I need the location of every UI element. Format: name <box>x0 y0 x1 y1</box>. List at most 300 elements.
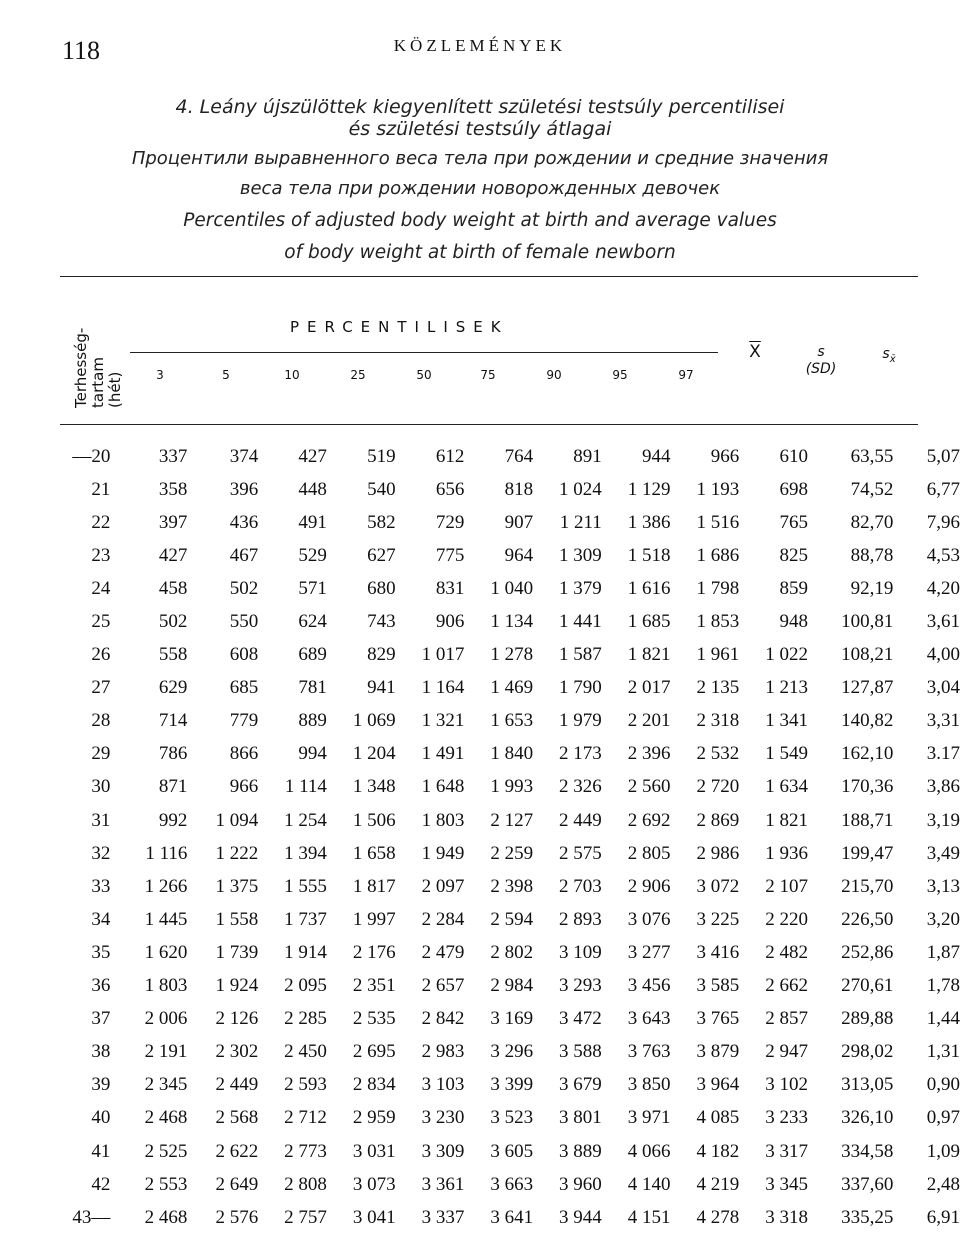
p75-cell: 3 169 <box>490 1008 534 1030</box>
p25-cell: 1 817 <box>352 875 396 897</box>
gestation-week-cell: 32 <box>91 842 111 864</box>
p10-cell: 1 737 <box>284 908 327 930</box>
p75-cell: 3 399 <box>490 1074 534 1096</box>
sd-cell: 88,78 <box>850 544 894 566</box>
sd-cell: 74,52 <box>850 478 894 500</box>
p95-cell: 2 201 <box>627 710 671 732</box>
p75-cell: 1 040 <box>490 577 534 599</box>
p90-cell: 3 472 <box>559 1008 602 1030</box>
p50-cell: 729 <box>435 511 465 533</box>
gestation-week-cell: 41 <box>91 1140 111 1162</box>
percentile-column-header: 90 <box>546 368 562 382</box>
p90-cell: 1 379 <box>559 577 602 599</box>
p75-cell: 3 641 <box>490 1206 534 1228</box>
gestation-week-cell: 34 <box>91 908 111 930</box>
p97-cell: 3 765 <box>696 1008 740 1030</box>
table-header-rule <box>60 424 918 425</box>
gestation-week-cell: —20 <box>72 445 111 467</box>
p5-cell: 2 622 <box>215 1140 259 1162</box>
p3-cell: 871 <box>158 776 188 798</box>
se-cell: 5,07 <box>926 445 960 467</box>
p90-cell: 3 944 <box>559 1206 602 1228</box>
sd-cell: 82,70 <box>850 511 894 533</box>
p25-cell: 1 658 <box>352 842 396 864</box>
p75-cell: 1 134 <box>490 611 534 633</box>
mean-cell: 825 <box>779 544 808 566</box>
table-row <box>0 539 960 572</box>
p5-cell: 1 222 <box>215 842 259 864</box>
sd-cell: 335,25 <box>841 1206 894 1228</box>
p97-cell: 2 532 <box>696 743 740 765</box>
gestation-week-cell: 22 <box>91 511 111 533</box>
gestation-week-cell: 36 <box>91 975 111 997</box>
p97-cell: 3 585 <box>696 975 740 997</box>
p97-cell: 2 986 <box>696 842 740 864</box>
table-row <box>0 936 960 969</box>
p50-cell: 3 103 <box>421 1074 465 1096</box>
p95-cell: 1 616 <box>627 577 671 599</box>
p50-cell: 1 164 <box>421 677 465 699</box>
mean-cell: 765 <box>779 511 808 533</box>
p5-cell: 2 649 <box>215 1173 259 1195</box>
p25-cell: 582 <box>367 511 396 533</box>
title-russian-line-1: Процентили выравненного веса тела при рождении и средние значения <box>131 148 829 169</box>
p95-cell: 3 850 <box>627 1074 671 1096</box>
p90-cell: 3 801 <box>559 1107 602 1129</box>
p95-cell: 2 560 <box>627 776 671 798</box>
p25-cell: 2 176 <box>352 941 396 963</box>
mean-cell: 1 341 <box>765 710 808 732</box>
p75-cell: 964 <box>504 544 534 566</box>
mean-cell: 1 821 <box>765 809 808 831</box>
table-row <box>0 837 960 870</box>
mean-cell: 948 <box>779 611 808 633</box>
p50-cell: 1 648 <box>421 776 465 798</box>
p75-cell: 3 296 <box>490 1041 534 1063</box>
p10-cell: 994 <box>298 743 327 765</box>
p95-cell: 4 140 <box>627 1173 671 1195</box>
p90-cell: 2 703 <box>559 875 602 897</box>
mean-cell: 2 482 <box>765 941 808 963</box>
p25-cell: 627 <box>367 544 396 566</box>
p5-cell: 2 126 <box>215 1008 259 1030</box>
p95-cell: 3 456 <box>627 975 671 997</box>
p5-cell: 550 <box>229 611 259 633</box>
p95-cell: 2 805 <box>627 842 671 864</box>
se-cell: 1,87 <box>926 941 960 963</box>
se-cell: 3,86 <box>926 776 960 798</box>
p5-cell: 1 558 <box>215 908 259 930</box>
p10-cell: 2 285 <box>284 1008 327 1030</box>
p10-cell: 889 <box>298 710 327 732</box>
p95-cell: 3 076 <box>627 908 671 930</box>
p75-cell: 2 259 <box>490 842 534 864</box>
mean-cell: 2 947 <box>765 1041 808 1063</box>
se-cell: 6,77 <box>926 478 960 500</box>
p3-cell: 1 445 <box>144 908 188 930</box>
se-header-symbol: s <box>882 346 890 362</box>
p5-cell: 866 <box>229 743 259 765</box>
mean-cell: 2 662 <box>765 975 808 997</box>
p97-cell: 2 135 <box>696 677 740 699</box>
p25-cell: 743 <box>367 611 396 633</box>
p3-cell: 1 620 <box>144 941 188 963</box>
p90-cell: 2 173 <box>559 743 602 765</box>
se-cell: 4,53 <box>926 544 960 566</box>
mean-cell: 610 <box>779 445 808 467</box>
p3-cell: 2 468 <box>144 1206 188 1228</box>
p97-cell: 1 853 <box>696 611 740 633</box>
mean-cell: 3 345 <box>765 1173 808 1195</box>
gestation-week-cell: 33 <box>91 875 111 897</box>
p50-cell: 906 <box>435 611 465 633</box>
table-row <box>0 1102 960 1135</box>
p3-cell: 558 <box>158 644 188 666</box>
p75-cell: 1 469 <box>490 677 534 699</box>
p25-cell: 2 959 <box>352 1107 396 1129</box>
p10-cell: 1 114 <box>284 776 327 798</box>
p25-cell: 680 <box>367 577 396 599</box>
table-row <box>0 1135 960 1168</box>
sd-cell: 337,60 <box>841 1173 894 1195</box>
gestation-week-cell: 42 <box>91 1173 111 1195</box>
p95-cell: 2 396 <box>627 743 671 765</box>
table-row <box>0 738 960 771</box>
p3-cell: 337 <box>158 445 188 467</box>
p90-cell: 3 960 <box>559 1173 602 1195</box>
percentile-column-header: 97 <box>678 368 694 382</box>
se-cell: 1,31 <box>926 1041 960 1063</box>
p25-cell: 829 <box>367 644 396 666</box>
table-row <box>0 705 960 738</box>
p90-cell: 3 109 <box>559 941 602 963</box>
p95-cell: 1 129 <box>627 478 671 500</box>
p97-cell: 2 318 <box>696 710 740 732</box>
sd-cell: 270,61 <box>841 975 894 997</box>
gestation-column-header <box>56 296 126 416</box>
p97-cell: 1 686 <box>696 544 740 566</box>
p50-cell: 1 017 <box>421 644 465 666</box>
table-row <box>0 506 960 539</box>
p25-cell: 1 069 <box>352 710 396 732</box>
p3-cell: 502 <box>158 611 188 633</box>
p5-cell: 1 924 <box>215 975 259 997</box>
se-cell: 0,97 <box>926 1107 960 1129</box>
p3-cell: 992 <box>158 809 188 831</box>
percentile-column-header: 5 <box>222 368 230 382</box>
p95-cell: 1 821 <box>627 644 671 666</box>
mean-cell: 2 220 <box>765 908 808 930</box>
sd-header-label: (SD) <box>805 361 837 377</box>
title-russian-line-2: веса тела при рождении новорожденных девочек <box>239 178 721 199</box>
se-cell: 3,49 <box>926 842 960 864</box>
gestation-week-cell: 28 <box>91 710 111 732</box>
sd-cell: 313,05 <box>841 1074 894 1096</box>
p90-cell: 1 979 <box>559 710 602 732</box>
p95-cell: 2 906 <box>627 875 671 897</box>
p3-cell: 2 525 <box>144 1140 188 1162</box>
table-row <box>0 1069 960 1102</box>
p97-cell: 1 961 <box>696 644 740 666</box>
sd-cell: 199,47 <box>841 842 894 864</box>
title-english-line-1: Percentiles of adjusted body weight at birth and average values <box>183 210 777 231</box>
p75-cell: 764 <box>504 445 534 467</box>
se-cell: 4,20 <box>926 577 960 599</box>
p97-cell: 2 720 <box>696 776 740 798</box>
p10-cell: 529 <box>298 544 327 566</box>
p97-cell: 1 798 <box>696 577 740 599</box>
percentile-column-header: 75 <box>480 368 496 382</box>
p90-cell: 3 679 <box>559 1074 602 1096</box>
gestation-week-cell: 40 <box>91 1107 111 1129</box>
p5-cell: 2 576 <box>215 1206 259 1228</box>
p75-cell: 3 663 <box>490 1173 534 1195</box>
p10-cell: 2 450 <box>284 1041 327 1063</box>
se-cell: 3,13 <box>926 875 960 897</box>
p5-cell: 608 <box>229 644 259 666</box>
percentile-column-header: 50 <box>416 368 432 382</box>
table-row <box>0 1003 960 1036</box>
percentile-group-header: PERCENTILISEK <box>290 318 509 336</box>
gestation-week-cell: 43— <box>72 1206 111 1228</box>
p50-cell: 612 <box>435 445 465 467</box>
p75-cell: 3 523 <box>490 1107 534 1129</box>
p95-cell: 1 386 <box>627 511 671 533</box>
mean-cell: 2 857 <box>765 1008 808 1030</box>
mean-cell: 859 <box>779 577 808 599</box>
p25-cell: 3 041 <box>352 1206 396 1228</box>
sd-cell: 170,36 <box>841 776 894 798</box>
gestation-week-cell: 21 <box>91 478 111 500</box>
p95-cell: 3 277 <box>627 941 671 963</box>
p5-cell: 502 <box>229 577 259 599</box>
p50-cell: 2 097 <box>421 875 465 897</box>
mean-cell: 3 233 <box>765 1107 808 1129</box>
p3-cell: 2 006 <box>144 1008 188 1030</box>
p75-cell: 3 605 <box>490 1140 534 1162</box>
table-row <box>0 903 960 936</box>
p10-cell: 2 095 <box>284 975 327 997</box>
p10-cell: 1 394 <box>284 842 327 864</box>
table-row <box>0 1168 960 1201</box>
p25-cell: 3 031 <box>352 1140 396 1162</box>
p50-cell: 3 309 <box>421 1140 465 1162</box>
p3-cell: 1 803 <box>144 975 188 997</box>
p75-cell: 818 <box>504 478 534 500</box>
p5-cell: 2 302 <box>215 1041 259 1063</box>
percentile-column-header: 25 <box>350 368 366 382</box>
table-row <box>0 804 960 837</box>
p90-cell: 1 587 <box>559 644 602 666</box>
p3-cell: 358 <box>158 478 188 500</box>
p95-cell: 1 518 <box>627 544 671 566</box>
mean-cell: 1 022 <box>765 644 808 666</box>
p50-cell: 656 <box>435 478 465 500</box>
p3-cell: 629 <box>158 677 188 699</box>
gestation-week-cell: 25 <box>91 611 111 633</box>
p97-cell: 3 416 <box>696 941 740 963</box>
p25-cell: 2 834 <box>352 1074 396 1096</box>
p75-cell: 1 653 <box>490 710 534 732</box>
p10-cell: 1 254 <box>284 809 327 831</box>
sd-cell: 215,70 <box>841 875 894 897</box>
mean-cell: 698 <box>779 478 808 500</box>
p90-cell: 1 441 <box>559 611 602 633</box>
percentile-column-header: 10 <box>284 368 300 382</box>
sd-cell: 334,58 <box>841 1140 894 1162</box>
p25-cell: 1 204 <box>352 743 396 765</box>
p3-cell: 786 <box>158 743 188 765</box>
p3-cell: 458 <box>158 577 188 599</box>
se-cell: 3,04 <box>926 677 960 699</box>
sd-cell: 326,10 <box>841 1107 894 1129</box>
p90-cell: 3 889 <box>559 1140 602 1162</box>
p5-cell: 1 739 <box>215 941 259 963</box>
table-row <box>0 572 960 605</box>
p95-cell: 944 <box>642 445 671 467</box>
gestation-week-cell: 30 <box>91 776 111 798</box>
table-row <box>0 970 960 1003</box>
p90-cell: 3 588 <box>559 1041 602 1063</box>
p75-cell: 2 127 <box>490 809 534 831</box>
title-english-line-2: of body weight at birth of female newborn <box>284 242 676 263</box>
se-header-subscript: x̄ <box>889 353 896 365</box>
percentile-column-header: 95 <box>612 368 628 382</box>
gestation-week-cell: 37 <box>91 1008 111 1030</box>
p5-cell: 1 094 <box>215 809 259 831</box>
p25-cell: 1 997 <box>352 908 396 930</box>
sd-header-symbol: s <box>817 344 825 360</box>
se-cell: 1,09 <box>926 1140 960 1162</box>
p10-cell: 2 773 <box>284 1140 327 1162</box>
p3-cell: 1 266 <box>144 875 188 897</box>
sd-cell: 298,02 <box>841 1041 894 1063</box>
gestation-header-line-3: (hét) <box>106 371 124 408</box>
se-column-header <box>872 346 906 365</box>
p10-cell: 427 <box>298 445 327 467</box>
p10-cell: 2 712 <box>284 1107 327 1129</box>
gestation-header-line-1: Terhesség- <box>72 327 90 408</box>
p10-cell: 2 757 <box>284 1206 327 1228</box>
sd-cell: 140,82 <box>841 710 894 732</box>
p5-cell: 467 <box>229 544 259 566</box>
se-cell: 3.17 <box>926 743 960 765</box>
p3-cell: 427 <box>158 544 188 566</box>
se-cell: 3,61 <box>926 611 960 633</box>
p10-cell: 781 <box>298 677 327 699</box>
p3-cell: 2 468 <box>144 1107 188 1129</box>
se-cell: 1,78 <box>926 975 960 997</box>
p50-cell: 1 491 <box>421 743 465 765</box>
p90-cell: 1 211 <box>559 511 602 533</box>
mean-cell: 1 936 <box>765 842 808 864</box>
p50-cell: 2 479 <box>421 941 465 963</box>
gestation-week-cell: 39 <box>91 1074 111 1096</box>
p5-cell: 2 449 <box>215 1074 259 1096</box>
gestation-week-cell: 23 <box>91 544 111 566</box>
page-number: 118 <box>62 36 101 65</box>
p50-cell: 2 284 <box>421 908 465 930</box>
table-row <box>0 1036 960 1069</box>
gestation-week-cell: 29 <box>91 743 111 765</box>
p97-cell: 1 193 <box>696 478 740 500</box>
p95-cell: 3 643 <box>627 1008 671 1030</box>
p97-cell: 966 <box>710 445 740 467</box>
p50-cell: 3 361 <box>421 1173 465 1195</box>
se-cell: 4,00 <box>926 644 960 666</box>
p3-cell: 397 <box>158 511 188 533</box>
p50-cell: 775 <box>435 544 465 566</box>
table-top-rule <box>60 276 918 277</box>
p75-cell: 1 993 <box>490 776 534 798</box>
p25-cell: 2 695 <box>352 1041 396 1063</box>
p97-cell: 3 225 <box>696 908 740 930</box>
table-row <box>0 771 960 804</box>
p95-cell: 4 066 <box>627 1140 671 1162</box>
p97-cell: 4 085 <box>696 1107 740 1129</box>
p90-cell: 3 293 <box>559 975 602 997</box>
p97-cell: 3 964 <box>696 1074 740 1096</box>
p97-cell: 2 869 <box>696 809 740 831</box>
mean-cell: 3 317 <box>765 1140 808 1162</box>
p95-cell: 2 692 <box>627 809 671 831</box>
table-row <box>0 1201 960 1234</box>
p75-cell: 1 278 <box>490 644 534 666</box>
p75-cell: 2 984 <box>490 975 534 997</box>
p75-cell: 907 <box>504 511 534 533</box>
p50-cell: 2 983 <box>421 1041 465 1063</box>
table-row <box>0 473 960 506</box>
p5-cell: 2 568 <box>215 1107 259 1129</box>
p97-cell: 4 278 <box>696 1206 740 1228</box>
mean-cell: 1 213 <box>765 677 808 699</box>
p5-cell: 1 375 <box>215 875 259 897</box>
table-titles <box>0 96 960 264</box>
se-cell: 1,44 <box>926 1008 960 1030</box>
sd-column-header <box>786 344 856 378</box>
p10-cell: 2 593 <box>284 1074 327 1096</box>
sd-cell: 226,50 <box>841 908 894 930</box>
mean-cell: 3 102 <box>765 1074 808 1096</box>
mean-cell: 1 634 <box>765 776 808 798</box>
p90-cell: 1 024 <box>559 478 602 500</box>
se-cell: 6,91 <box>926 1206 960 1228</box>
p95-cell: 1 685 <box>627 611 671 633</box>
p97-cell: 4 219 <box>696 1173 740 1195</box>
table-row <box>0 440 960 473</box>
sd-cell: 127,87 <box>841 677 894 699</box>
p25-cell: 519 <box>367 445 396 467</box>
mean-cell: 1 549 <box>765 743 808 765</box>
p97-cell: 1 516 <box>696 511 740 533</box>
p10-cell: 491 <box>298 511 327 533</box>
title-hungarian-line-1: 4. Leány újszülöttek kiegyenlített születési testsúly percentilisei <box>175 96 785 118</box>
p5-cell: 966 <box>229 776 259 798</box>
p50-cell: 2 842 <box>421 1008 465 1030</box>
p95-cell: 3 763 <box>627 1041 671 1063</box>
p75-cell: 2 594 <box>490 908 534 930</box>
table-row <box>0 870 960 903</box>
p3-cell: 2 191 <box>144 1041 188 1063</box>
p10-cell: 448 <box>298 478 327 500</box>
p90-cell: 2 893 <box>559 908 602 930</box>
sd-cell: 108,21 <box>841 644 894 666</box>
p5-cell: 396 <box>229 478 259 500</box>
p90-cell: 891 <box>573 445 602 467</box>
table-row <box>0 672 960 705</box>
p95-cell: 2 017 <box>627 677 671 699</box>
se-cell: 0,90 <box>926 1074 960 1096</box>
